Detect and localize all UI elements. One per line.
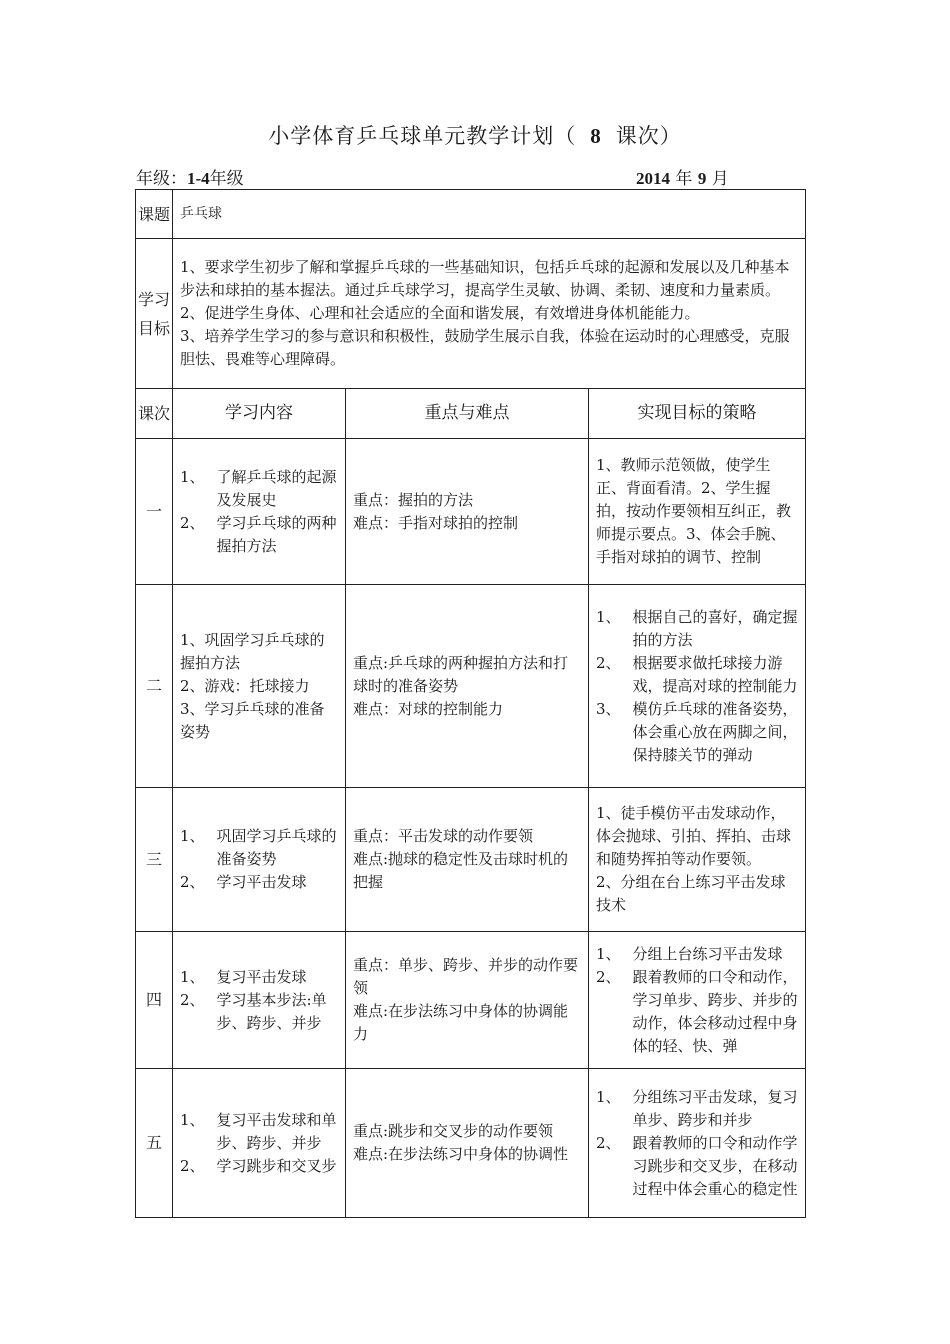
lesson-key-points: 重点:跳步和交叉步的动作要领 难点:在步法练习中身体的协调性 [346,1069,589,1218]
lesson-content: 1、 复习平击发球和单步、跨步、并步 2、 学习跳步和交叉步 [173,1069,346,1218]
lesson-strategy: 1、 分组上台练习平击发球 2、 跟着教师的口令和动作，学习单步、跨步、并步的动作，体会移动过程中身体的轻、快、弹 [589,932,806,1069]
lesson-strategy: 1、教师示范领做，使学生正、背面看清。2、学生握拍，按动作要领相互纠正，教师提示要点。3、体会手腕、手指对球拍的调节、控制 [589,439,806,585]
header-lesson: 课次 [136,389,173,439]
month-value: 9 [697,169,707,188]
lesson-content: 1、 复习平击发球 2、 学习基本步法:单步、跨步、并步 [173,932,346,1069]
objectives-text [173,239,806,389]
lesson-strategy: 1、 根据自己的喜好，确定握拍的方法 2、 根据要求做托球接力游戏，提高对球的控制能力 3、 模仿乒乓球的准备姿势，体会重心放在两脚之间，保持膝关节的弹动 [589,585,806,788]
objective-item: 3、培养学生学习的参与意识和积极性，鼓励学生展示自我，体验在运动时的心理感受，克服胆怯、畏难等心理障碍。 [180,327,790,368]
topic-row [136,190,806,239]
lesson-key-points: 重点:乒乓球的两种握拍方法和打球时的准备姿势 难点：对球的控制能力 [346,585,589,788]
lesson-index: 五 [136,1069,173,1218]
grade-suffix: 年级 [209,169,244,189]
grade-value: 1-4 [187,169,210,188]
lesson-content: 1、 巩固学习乒乓球的准备姿势 2、 学习平击发球 [173,788,346,932]
lesson-strategy: 1、 分组练习平击发球，复习单步、跨步和并步 2、 跟着教师的口令和动作学习跳步和交叉步，在移动过程中体会重心的稳定性 [589,1069,806,1218]
lesson-row [136,788,806,932]
header-key-points: 重点与难点 [346,389,589,439]
grade-info [136,164,244,189]
lesson-content: 1、 了解乒乓球的起源及发展史 2、 学习乒乓球的两种握拍方法 [173,439,346,585]
title-suffix: 课次） [615,124,682,148]
lesson-key-points: 重点：单步、跨步、并步的动作要领 难点:在步法练习中身体的协调能力 [346,932,589,1069]
lesson-row [136,1069,806,1218]
lesson-row [136,932,806,1069]
lesson-strategy: 1、徒手模仿平击发球动作，体会抛球、引拍、挥拍、击球和随势挥拍等动作要领。 2、分组在台上练习平击发球技术 [589,788,806,932]
lesson-index: 二 [136,585,173,788]
date-info [636,164,729,189]
lesson-row [136,585,806,788]
header-content: 学习内容 [173,389,346,439]
header-row [136,389,806,439]
topic-label: 课题 [136,190,173,239]
objective-item: 2、促进学生身体、心理和社会适应的全面和谐发展，有效增进身体机能能力。 [180,304,700,322]
year-value: 2014 [636,169,670,188]
objective-item: 1、要求学生初步了解和掌握乒乓球的一些基础知识，包括乒乓球的起源和发展以及几种基本步法和球拍的基本握法。通过乒乓球学习，提高学生灵敏、协调、柔韧、速度和力量素质。 [180,258,790,299]
lesson-index: 三 [136,788,173,932]
header-strategy: 实现目标的策略 [589,389,806,439]
year-unit: 年 [675,169,693,189]
objectives-label: 学习目标 [136,239,173,389]
grade-label: 年级： [136,169,187,189]
lesson-plan-table [135,189,806,1218]
lesson-count: 8 [590,124,602,148]
objectives-row [136,239,806,389]
lesson-index: 一 [136,439,173,585]
lesson-index: 四 [136,932,173,1069]
lesson-content: 1、巩固学习乒乓球的握拍方法 2、游戏：托球接力 3、学习乒乓球的准备姿势 [173,585,346,788]
title-prefix: 小学体育乒乓球单元教学计划（ [268,124,577,148]
lesson-key-points: 重点：平击发球的动作要领 难点:抛球的稳定性及击球时机的把握 [346,788,589,932]
lesson-key-points: 重点：握拍的方法 难点：手指对球拍的控制 [346,439,589,585]
topic-value: 乒乓球 [173,190,806,239]
lesson-row [136,439,806,585]
month-unit: 月 [711,169,729,189]
page-title [0,120,950,150]
